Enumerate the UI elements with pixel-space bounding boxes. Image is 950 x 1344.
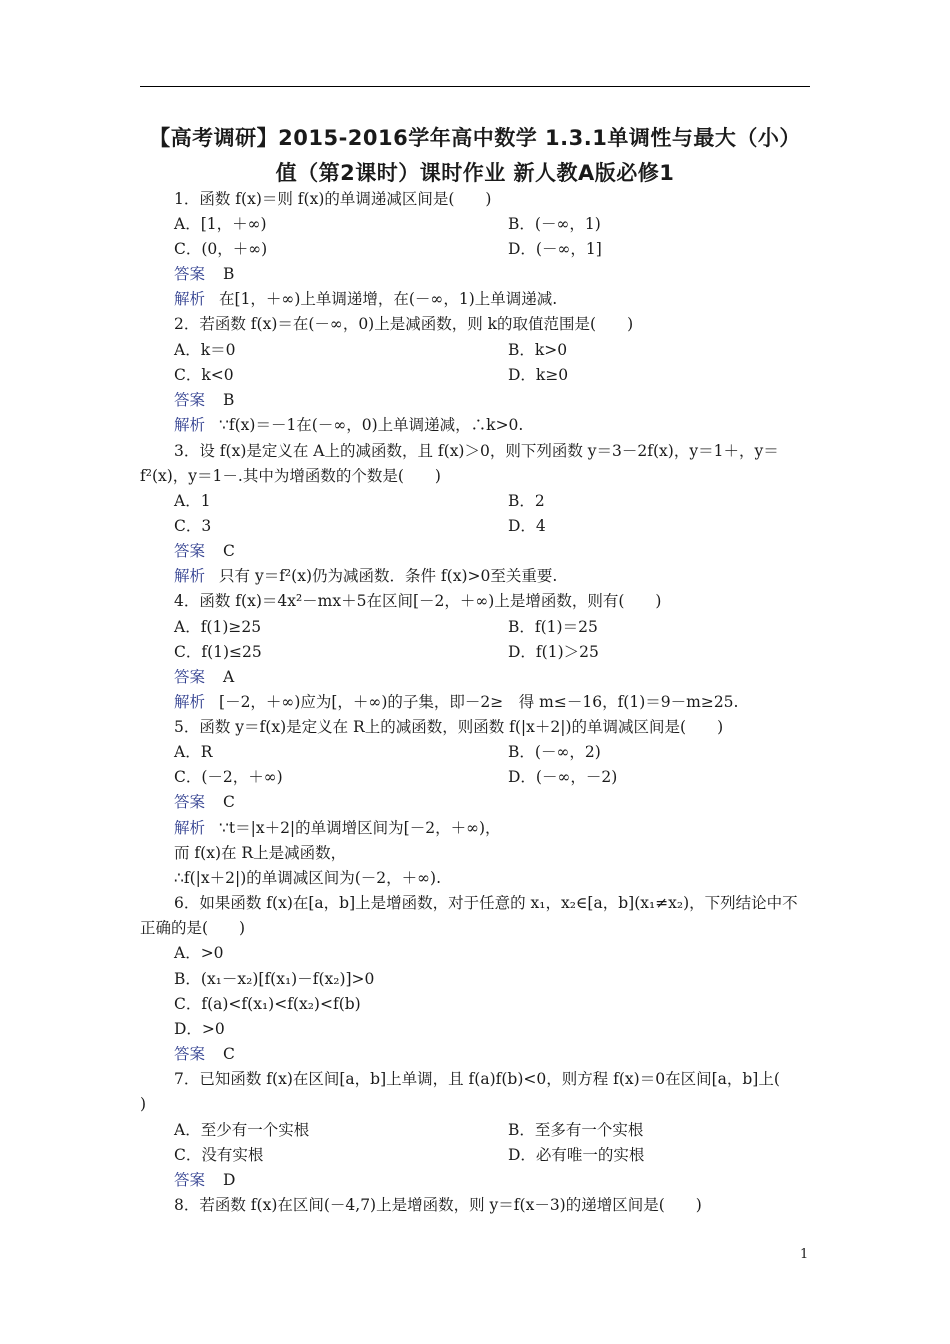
q3-option-c: C．3	[174, 517, 212, 535]
analysis-text: 在[1，＋∞)上单调递增，在(－∞，1)上单调递减.	[219, 290, 558, 308]
q3-answer	[174, 541, 235, 561]
q7-option-d: D．必有唯一的实根	[508, 1146, 645, 1164]
answer-value: A	[223, 668, 235, 686]
q7-option-b: B．至多有一个实根	[508, 1121, 644, 1139]
q3-option-d: D．4	[508, 517, 546, 535]
analysis-label: 解析	[174, 567, 206, 585]
q1-option-c: C．(0，＋∞)	[174, 240, 268, 258]
q2-option-c: C．k<0	[174, 366, 234, 384]
question-4-stem: 4．函数 f(x)＝4x²－mx＋5在区间[－2，＋∞)上是增函数，则有( )	[174, 592, 662, 610]
answer-label: 答案	[174, 265, 206, 283]
q6-option-d: D．>0	[174, 1020, 225, 1038]
q6-option-b: B．(x₁－x₂)[f(x₁)－f(x₂)]>0	[174, 970, 375, 988]
header-rule	[140, 86, 810, 87]
q3-option-a: A．1	[174, 492, 211, 510]
q5-option-b: B．(－∞，2)	[508, 743, 601, 761]
analysis-text: [－2，＋∞)应为[，＋∞)的子集，即－2≥ 得 m≤－16，f(1)＝9－m≥25.	[219, 693, 739, 711]
q4-analysis	[174, 692, 738, 712]
q2-answer	[174, 390, 234, 410]
answer-label: 答案	[174, 391, 206, 409]
answer-label: 答案	[174, 1045, 206, 1063]
q5-analysis-line-3: ∴f(|x＋2|)的单调减区间为(－2，＋∞).	[174, 869, 442, 887]
question-8-stem: 8．若函数 f(x)在区间(－4,7)上是增函数，则 y＝f(x－3)的递增区间是( )	[174, 1196, 702, 1214]
q2-option-a: A．k＝0	[174, 341, 236, 359]
q1-option-b: B．(－∞，1)	[508, 215, 601, 233]
answer-label: 答案	[174, 793, 206, 811]
q5-answer	[174, 792, 235, 812]
q4-option-a: A．f(1)≥25	[174, 618, 262, 636]
q7-option-a: A．至少有一个实根	[174, 1121, 310, 1139]
q1-option-a: A．[1，＋∞)	[174, 215, 267, 233]
question-6-stem-line-1: 6．如果函数 f(x)在[a，b]上是增函数，对于任意的 x₁，x₂∈[a，b](x₁≠x₂)，下列结论中不	[174, 894, 798, 912]
answer-label: 答案	[174, 668, 206, 686]
analysis-label: 解析	[174, 819, 206, 837]
q5-option-a: A．R	[174, 743, 213, 761]
question-5-stem: 5．函数 y＝f(x)是定义在 R上的减函数，则函数 f(|x＋2|)的单调减区间是( )	[174, 718, 724, 736]
q1-answer	[174, 264, 234, 284]
question-7-stem-line-1: 7．已知函数 f(x)在区间[a，b]上单调，且 f(a)f(b)<0，则方程 f(x)＝0在区间[a，b]上(	[174, 1070, 780, 1088]
answer-value: C	[223, 542, 235, 560]
question-3-stem-line-1: 3．设 f(x)是定义在 A上的减函数，且 f(x)＞0，则下列函数 y＝3－2f(x)，y＝1＋，y＝	[174, 442, 779, 460]
q1-analysis	[174, 289, 557, 309]
q6-answer	[174, 1044, 235, 1064]
q5-analysis	[174, 818, 501, 838]
q4-answer	[174, 667, 234, 687]
q6-option-a: A．>0	[174, 944, 224, 962]
question-6-stem-line-2: 正确的是( )	[140, 919, 246, 937]
analysis-text: 只有 y＝f²(x)仍为减函数．条件 f(x)>0至关重要.	[219, 567, 558, 585]
document-title-line-2: 值（第2课时）课时作业 新人教A版必修1	[275, 161, 675, 185]
page-number: 1	[800, 1247, 809, 1262]
q3-option-b: B．2	[508, 492, 545, 510]
answer-value: C	[223, 1045, 235, 1063]
answer-label: 答案	[174, 542, 206, 560]
q3-analysis	[174, 566, 557, 586]
q5-analysis-line-2: 而 f(x)在 R上是减函数，	[174, 844, 347, 862]
q5-option-c: C．(－2，＋∞)	[174, 768, 283, 786]
q4-option-b: B．f(1)＝25	[508, 618, 598, 636]
q2-option-b: B．k>0	[508, 341, 568, 359]
analysis-label: 解析	[174, 290, 206, 308]
question-7-stem-line-2: )	[140, 1095, 147, 1113]
q1-option-d: D．(－∞，1]	[508, 240, 602, 258]
q2-option-d: D．k≥0	[508, 366, 569, 384]
q2-analysis	[174, 415, 523, 435]
answer-value: B	[223, 391, 235, 409]
answer-value: D	[223, 1171, 236, 1189]
q7-option-c: C．没有实根	[174, 1146, 264, 1164]
document-title-line-1: 【高考调研】2015-2016学年高中数学 1.3.1单调性与最大（小）	[149, 126, 801, 150]
q5-option-d: D．(－∞，－2)	[508, 768, 618, 786]
q7-answer	[174, 1170, 235, 1190]
answer-label: 答案	[174, 1171, 206, 1189]
analysis-text: ∵t＝|x＋2|的单调增区间为[－2，＋∞)，	[219, 819, 501, 837]
answer-value: B	[223, 265, 235, 283]
q4-option-d: D．f(1)＞25	[508, 643, 599, 661]
q4-option-c: C．f(1)≤25	[174, 643, 262, 661]
answer-value: C	[223, 793, 235, 811]
q6-option-c: C．f(a)<f(x₁)<f(x₂)<f(b)	[174, 995, 361, 1013]
question-2-stem: 2．若函数 f(x)＝在(－∞，0)上是减函数，则 k的取值范围是( )	[174, 315, 634, 333]
analysis-label: 解析	[174, 693, 206, 711]
question-1-stem: 1．函数 f(x)＝则 f(x)的单调递减区间是( )	[174, 190, 492, 208]
question-3-stem-line-2: f²(x)，y＝1－.其中为增函数的个数是( )	[140, 467, 441, 485]
analysis-label: 解析	[174, 416, 206, 434]
analysis-text: ∵f(x)＝－1在(－∞，0)上单调递减，∴k>0.	[219, 416, 524, 434]
